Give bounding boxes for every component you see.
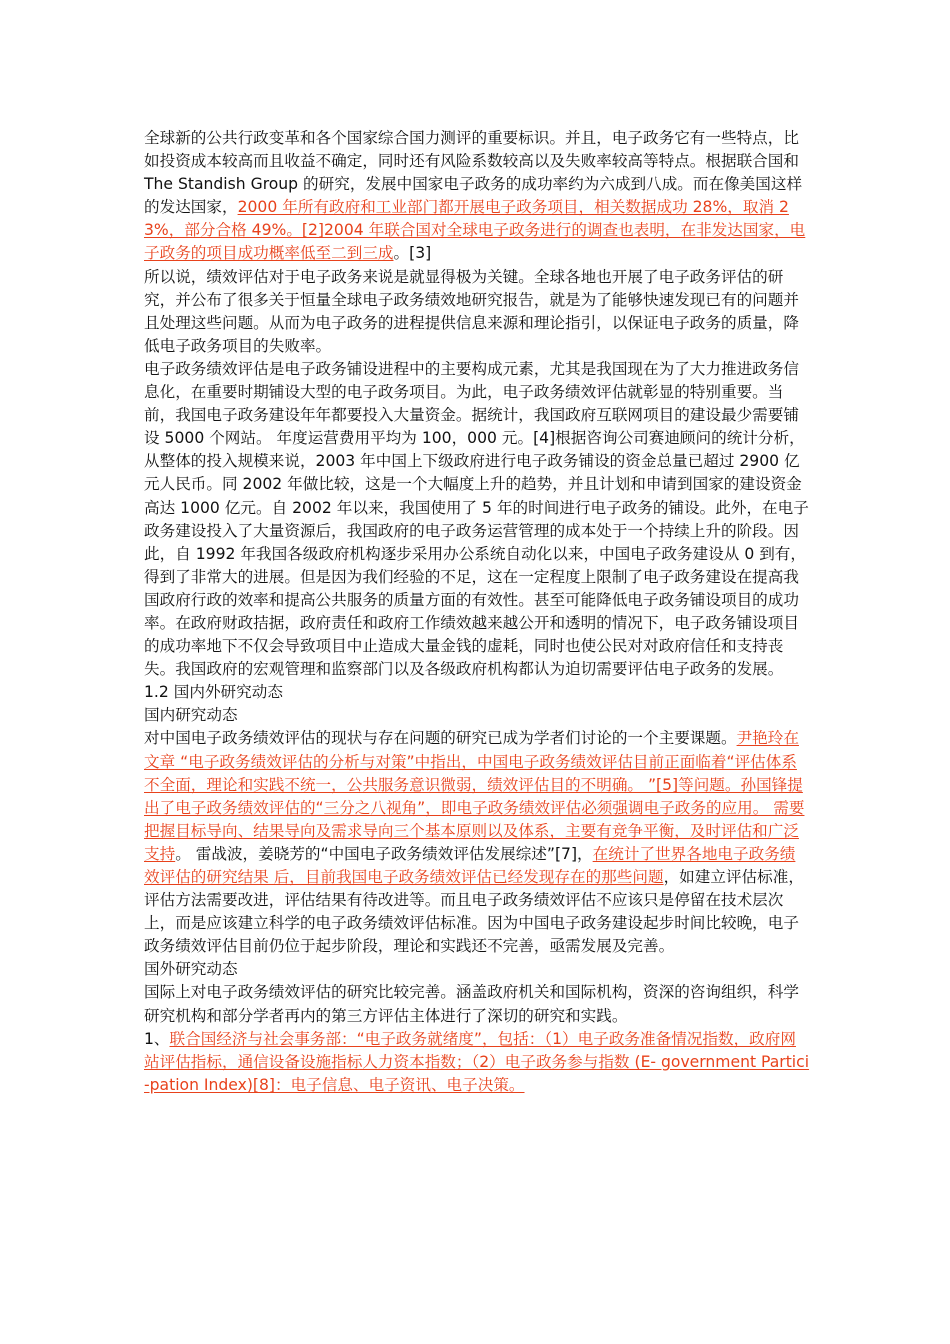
text-segment: 。 雷战波，姜晓芳的“中国电子政务绩效评估发展综述”[7]， — [175, 844, 593, 863]
heading-text: 1.2 国内外研究动态 — [144, 683, 283, 702]
subheading-domestic-research — [144, 704, 810, 727]
highlighted-text-segment: 联合国经济与社会事务部：“电子政务就绪度”，包括：（1）电子政务准备情况指数，政府网站评估指标，通信设备设施指标人力资本指数；（2）电子政务参与指数 (E- government Partici-pation Index)[8]：电子信息、电子资讯、电子决策。 — [144, 1029, 810, 1094]
paragraph-foreign-research — [144, 981, 810, 1027]
paragraph-ecommerce-features — [144, 127, 810, 266]
text-segment: 所以说，绩效评估对于电子政务来说是就显得极为关键。全球各地也开展了电子政务评估的研究，并公布了很多关于恒量全球电子政务绩效地研究报告，就是为了能够快速发现已有的问题并且处理这些问题。从而为电子政务的进程提供信息来源和理论指引，以保证电子政务的质量，降低电子政务项目的失败率。 — [144, 267, 799, 355]
paragraph-domestic-research — [144, 727, 810, 958]
heading-text: 国外研究动态 — [144, 960, 238, 979]
list-number: 1、 — [144, 1029, 170, 1048]
text-segment: 对中国电子政务绩效评估的现状与存在问题的研究已成为学者们讨论的一个主要课题。 — [144, 729, 737, 748]
highlighted-text-segment: 2000 年所有政府和工业部门都开展电子政务项目，相关数据成功 28%，取消 23%，部分合格 49%。[2]2004 年联合国对全球电子政务进行的调查也表明，在非发达国家，电子政务的项目成功概率低至二到三成 — [144, 198, 806, 263]
text-segment: 。[3] — [393, 244, 432, 263]
highlighted-text-segment: 在统计了世界各地电子政务绩效评估的研究结果 后，目前我国电子政务绩效评估已经发现存在的那些问题 — [144, 844, 796, 886]
text-segment: 国际上对电子政务绩效评估的研究比较完善。涵盖政府机关和国际机构，资深的咨询组织，科学研究机构和部分学者再内的第三方评估主体进行了深切的研究和实践。 — [144, 983, 799, 1025]
document-page — [144, 127, 810, 1097]
subheading-foreign-research — [144, 958, 810, 981]
text-segment: ，如建立评估标准，评估方法需要改进，评估结果有待改进等。而且电子政务绩效评估不应该只是停留在技术层次上，而是应该建立科学的电子政务绩效评估标准。因为中国电子政务建设起步时间比较晚，电子政务绩效评估目前仍位于起步阶段，理论和实践还不完善，亟需发展及完善。 — [144, 868, 804, 956]
paragraph-evaluation-component — [144, 358, 810, 681]
heading-text: 国内研究动态 — [144, 706, 238, 725]
text-segment: 电子政务绩效评估是电子政务铺设进程中的主要构成元素，尤其是我国现在为了大力推进政务信息化，在重要时期铺设大型的电子政务项目。为此，电子政务绩效评估就彰显的特别重要。当前，我国电子政务建设年年都要投入大量资金。据统计，我国政府互联网项目的建设最少需要铺设 5000 个网站。 年度运营费用平均为 100，000 元。[4]根据咨询公司赛迪顾问的统计分析，从整体的投入规模来说，2003 年中国上下级政府进行电子政务铺设的资金总量已超过 2900 亿元人民币。同 2002 年做比较，这是一个大幅度上升的趋势，并且计划和申请到国家的建设资金高达 1000 亿元。自 2002 年以来，我国使用了 5 年的时间进行电子政务的铺设。此外，在电子政务建设投入了大量资源后，我国政府的电子政务运营管理的成本处于一个持续上升的阶段。因此，自 1992 年我国各级政府机构逐步采用办公系统自动化以来，中国电子政务建设从 0 到有，得到了非常大的进展。但是因为我们经验的不足，这在一定程度上限制了电子政务建设在提高我国政府行政的效率和提高公共服务的质量方面的有效性。甚至可能降低电子政务铺设项目的成功率。在政府财政拮据，政府责任和政府工作绩效越来越公开和透明的情况下，电子政务铺设项目的成功率地下不仅会导致项目中止造成大量金钱的虚耗，同时也使公民对对政府信任和支持丧失。我国政府的宏观管理和监察部门以及各级政府机构都认为迫切需要评估电子政务的发展。 — [144, 359, 809, 679]
highlighted-text-segment: 尹艳玲在文章 “电子政务绩效评估的分析与对策”中指出，中国电子政务绩效评估目前正面临着“评估体系不全面，理论和实践不统一，公共服务意识微弱，绩效评估目的不明确。 ”[5]等问题。孙国锋提出了电子政务绩效评估的“三分之八视角”，即电子政务绩效评估必须强调电子政务的应用。 需要把握目标导向、结果导向及需求导向三个基本原则以及体系，主要有竞争平衡，及时评估和广泛支持 — [144, 729, 805, 863]
section-heading-research-status — [144, 681, 810, 704]
paragraph-evaluation-importance — [144, 266, 810, 358]
text-segment: 全球新的公共行政变革和各个国家综合国力测评的重要标识。并且，电子政务它有一些特点，比如投资成本较高而且收益不确定，同时还有风险系数较高以及失败率较高等特点。根据联合国和 The Standish Group 的研究，发展中国家电子政务的成功率约为六成到八成。而在像美国这样的发达国家， — [144, 129, 803, 217]
paragraph-un-indicators — [144, 1028, 810, 1097]
